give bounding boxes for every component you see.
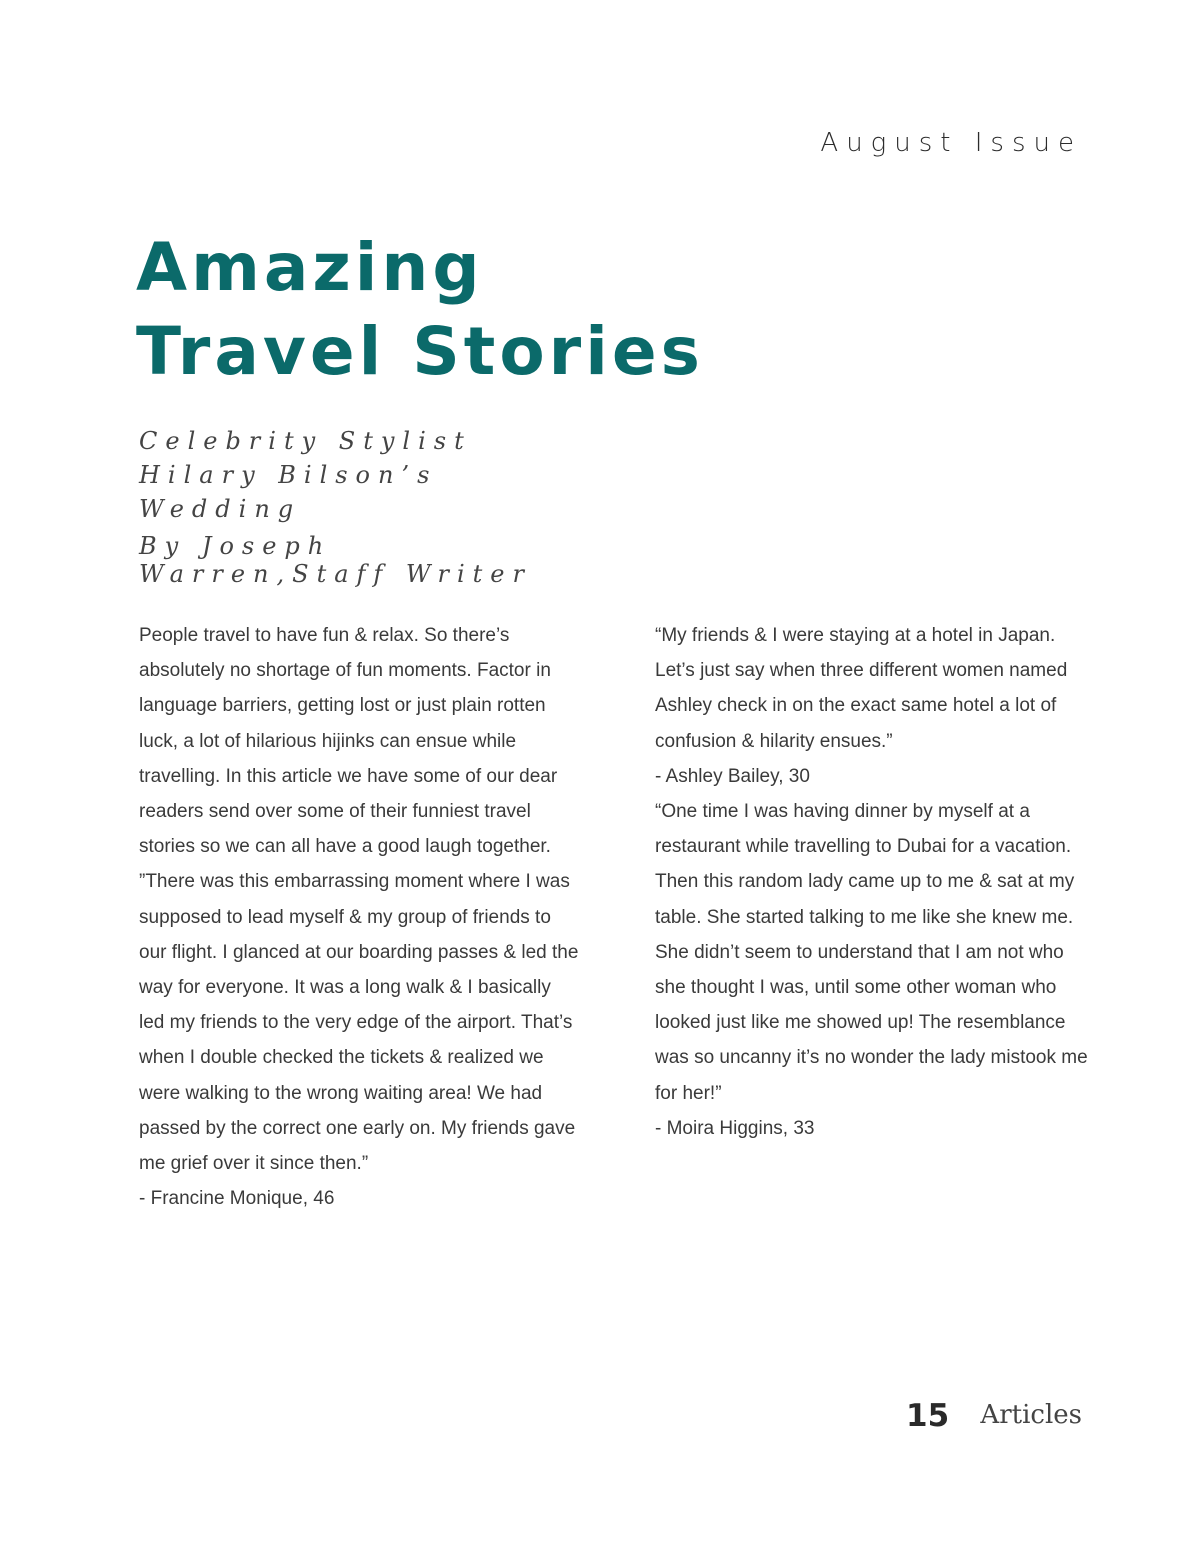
story-francine: ”There was this embarrassing moment where I was supposed to lead myself & my group of friends to our flight. I glanced at our boarding passes & led the way for everyone. It was a long walk & I basically led my friends to the very edge of the airport. That’s when I double checked the tickets & realized we were walking to the wrong waiting area! We had passed by the correct one early on. My friends gave me grief over it since then.”: [139, 871, 579, 1175]
byline: By Joseph Warren,Staff Writer: [139, 532, 532, 588]
story-moira: “One time I was having dinner by myself at a restaurant while travelling to Dubai for a vacation. Then this random lady came up to me & sat at my table. She started talking to me like she knew me. She didn’t seem to understand that I am not who she thought I was, until some other woman who looked just like me showed up! The resemblance was so uncanny it’s no wonder the lady mistook me for her!”: [655, 801, 1088, 1104]
story-francine-author: - Francine Monique, 46: [139, 1188, 335, 1210]
section-label: Articles: [980, 1400, 1082, 1430]
article-subtitle: [139, 424, 559, 588]
issue-label: August Issue: [820, 128, 1082, 158]
story-moira-author: - Moira Higgins, 33: [655, 1117, 815, 1139]
subtitle-line-2: Hilary Bilson’s Wedding: [139, 461, 438, 523]
story-ashley-author: - Ashley Bailey, 30: [655, 765, 810, 787]
article-title-line-1: Amazing: [136, 229, 484, 306]
page-number: 15: [906, 1398, 950, 1434]
article-title: [136, 226, 704, 394]
article-title-line-2: Travel Stories: [136, 313, 704, 390]
intro-paragraph: People travel to have fun & relax. So there’s absolutely no shortage of fun moments. Factor in language barriers, getting lost or just plain rotten luck, a lot of hilarious hijinks can ensue while travelling. In this article we have some of our dear readers send over some of their funniest travel stories so we can all have a good laugh together.: [139, 625, 558, 858]
story-ashley: “My friends & I were staying at a hotel in Japan. Let’s just say when three different women named Ashley check in on the exact same hotel a lot of confusion & hilarity ensues.”: [655, 625, 1068, 752]
left-column: [139, 618, 579, 1216]
subtitle-line-1: Celebrity Stylist: [139, 427, 472, 455]
right-column: [655, 618, 1095, 1146]
